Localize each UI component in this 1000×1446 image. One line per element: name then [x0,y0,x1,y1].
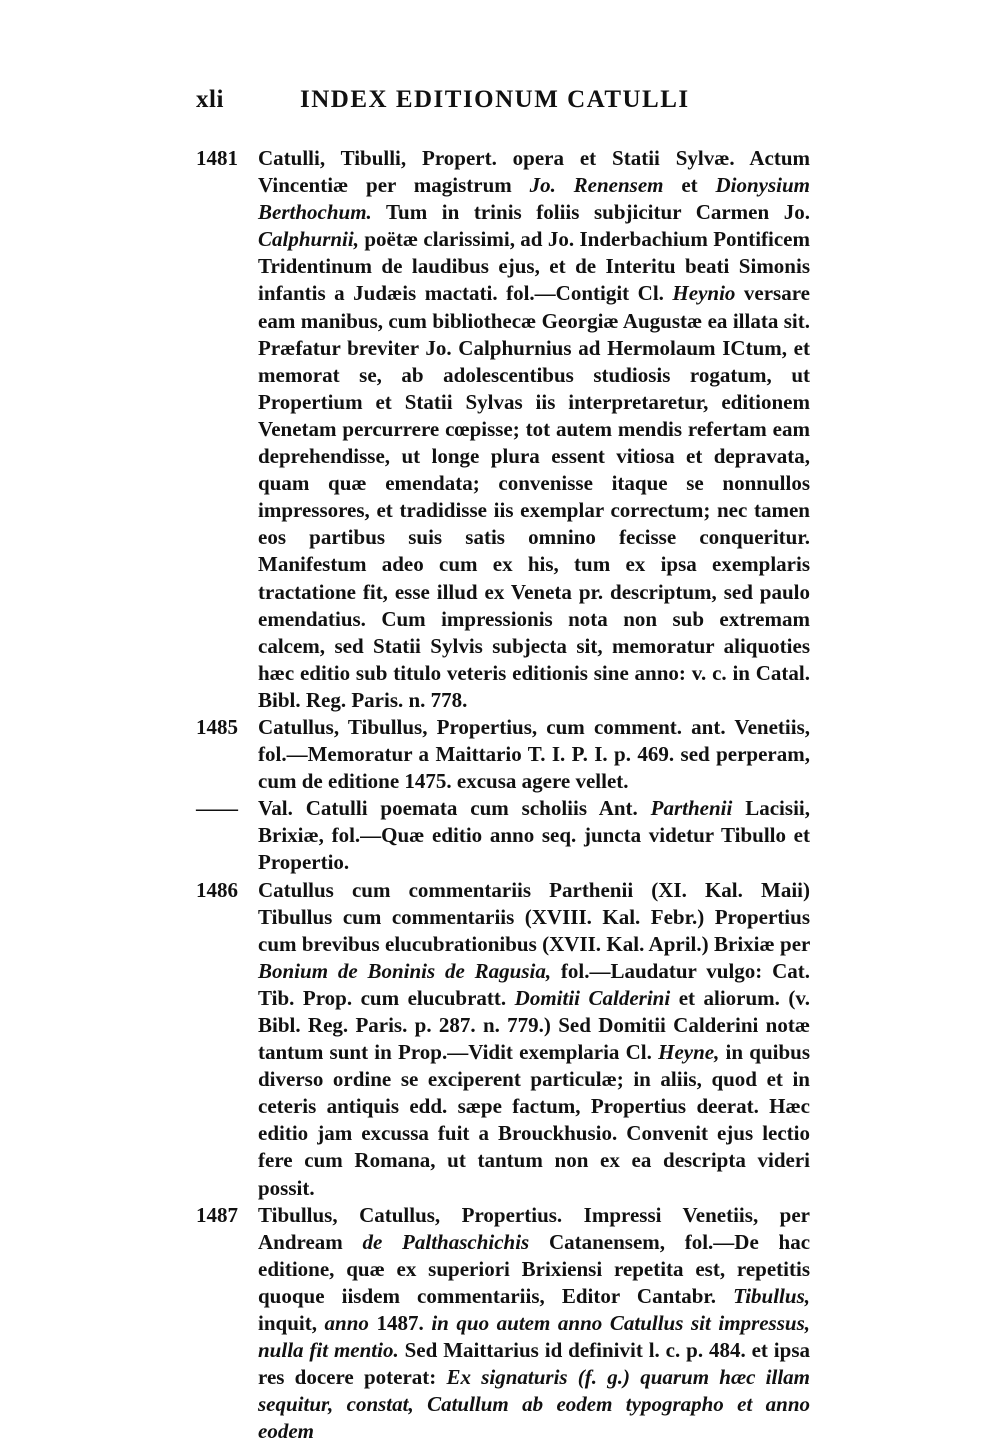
text-run: Catullus cum commentariis Parthenii (XI. Kal. Maii) Tibullus cum commentariis (XVIII. Kal. Febr.) Propertius cum brevibus elucubrationibus (XVII. Kal. April.) Brixiæ per [258,877,810,956]
entry-text [258,145,810,714]
text-run: 1487. [368,1311,432,1336]
text-run: et [663,173,716,198]
italic-run: Parthenii [650,796,733,821]
index-entry [196,795,810,876]
text-run: Catullus, Tibullus, Propertius, cum comment. ant. Venetiis, fol.—Memoratur a Maittario T. I. P. I. p. 469. sed perperam, cum de editione 1475. excusa agere vellet. [258,714,810,794]
entry-year: 1487 [196,1202,238,1227]
italic-run: Heynio [672,281,736,306]
text-run: Catanensem, fol.—De hac editione, quæ ex superiori Brixiensi repetita est, repetitis quoque iisdem commentariis, Editor Cantabr. [258,1229,811,1308]
italic-run: Domitii Calderini [514,985,671,1010]
text-run: Lacisii, Brixiæ, fol.—Quæ editio anno seq. juncta videtur Tibullo et Propertio. [258,796,810,875]
italic-run: anno [324,1311,369,1336]
entry-year: 1481 [196,146,238,170]
text-run: Tibullus, Catullus, Propertius. Impressi Venetiis, per Andream [258,1202,810,1254]
entry-text [258,795,810,876]
italic-run: Tibullus, [733,1283,810,1308]
text-run: in quibus diverso ordine se exciperent particulæ; in aliis, quod et in ceteris antiquis edd. sæpe factum, Propertius deerat. Hæc editio jam excussa fuit a Brouckhusio. Convenit ejus lectio fere cum Romana, ut tantum non ex ea descripta videri possit. [258,1040,810,1200]
index-entry [196,877,810,1202]
entry-text [258,877,810,1202]
italic-run: Calphurnii, [258,227,359,252]
index-entry [196,714,810,795]
italic-run: Jo. Renensem [529,173,664,198]
italic-run: in quo autem anno Catullus sit impressus, nulla fit mentio. [258,1311,811,1363]
text-run: et aliorum. (v. Bibl. Reg. Paris. p. 287. n. 779.) Sed Domitii Calderini notæ tantum sunt in Prop.—Vidit exemplaria Cl. [258,985,810,1065]
text-run: poëtæ clarissimi, ad Jo. Inderbachium Pontificem Tridentinum de laudibus ejus, et de Interitu beati Simonis infantis a Judæis mactati. fol.—Contigit Cl. [258,227,810,306]
italic-run: Dionysium Berthochum. [258,173,810,225]
text-run: Sed Maittarius id definivit l. c. p. 484. et ipsa res docere poterat: [258,1338,810,1390]
italic-run: de Palthaschichis [362,1229,530,1254]
page-number: xli [196,86,224,113]
text-run: Catulli, Tibulli, Propert. opera et Statii Sylvæ. Actum Vincentiæ per magistrum [258,146,810,198]
entry-year: 1486 [196,877,238,902]
running-head [196,86,816,116]
text-run: versare eam manibus, cum bibliothecæ Georgiæ Augustæ ea illata sit. Præfatur breviter Jo. Calphurnius ad Hermolaum ICtum, et memorat se, ab adolescentibus studiosis rogatum, ut Propertium et Statii Sylvas iis interpretaretur, editionem Venetam percurrere cœpisse; tot autem mendis refertam eam deprehendisse, ut longe plura essent vitiosa et depravata, quam quæ emendata; convenisse itaque se nonnullos impressores, et tradidisse iis exemplar correctum; nec tamen eos partibus suis satis omnino fecisse conqueritur. Manifestum adeo cum ex his, tum ex ipsa exemplaris tractatione fit, esse illud ex Veneta pr. descriptum, sed paulo emendatius. Cum impressionis nota non sub extremam calcem, sed Statii Sylvis subjecta sit, memoratur aliquoties hæc editio sub titulo veteris editionis sine anno: v. c. in Catal. Bibl. Reg. Paris. n. 778. [258,281,810,712]
entry-year: 1485 [196,714,238,739]
text-run: Val. Catulli poemata cum scholiis Ant. [258,796,651,821]
page-title: INDEX EDITIONUM CATULLI [300,86,690,113]
italic-run: Heyne, [658,1040,720,1065]
text-run: fol.—Laudatur vulgo: Cat. Tib. Prop. cum elucubratt. [258,958,810,1010]
text-run: Tum in trinis foliis subjicitur Carmen Jo. [371,200,810,225]
italic-run: Ex signaturis (f. g.) quarum hæc illam sequitur, constat, Catullum ab eodem typographo et anno eodem [258,1365,810,1444]
entry-text [258,1202,810,1446]
index-entry [196,145,810,714]
text-run: inquit, [258,1311,325,1336]
index-entry [196,1202,810,1446]
edition-index [196,145,810,1446]
entry-text [258,714,810,795]
italic-run: Bonium de Boninis de Ragusia, [258,958,552,983]
entry-year: —— [196,796,238,821]
